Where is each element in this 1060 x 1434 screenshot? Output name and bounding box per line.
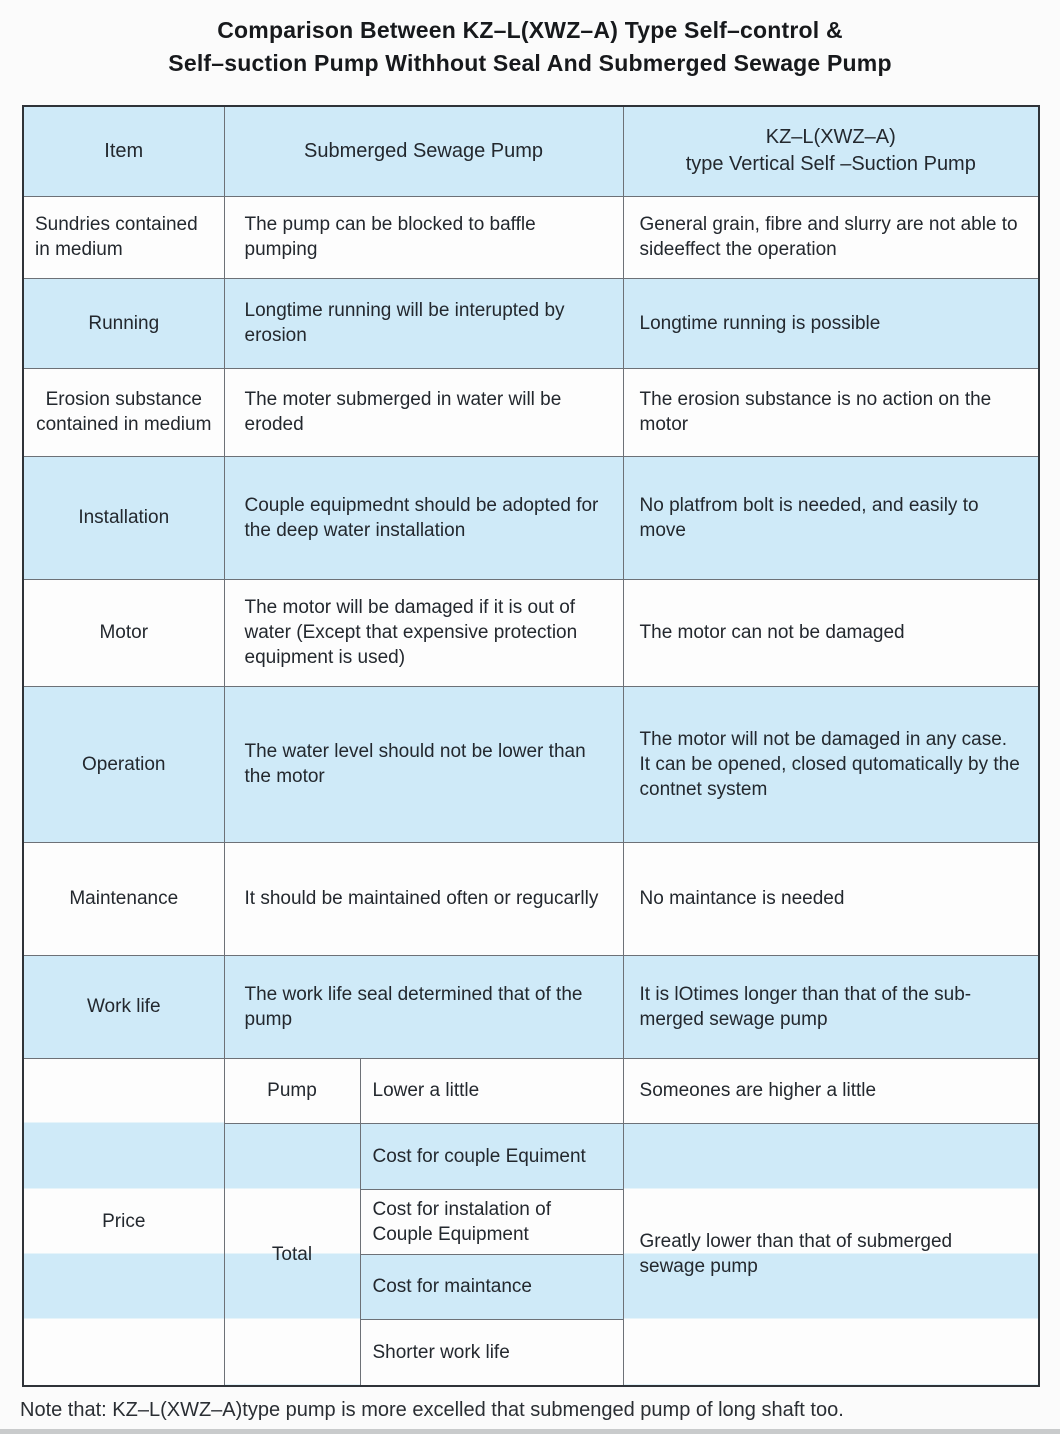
row-worklife-kz-cell: It is lOtimes longer than that of the sub-merged sewage pump <box>623 955 1039 1058</box>
row-running <box>23 278 1039 368</box>
price-shorter-worklife-cell: Shorter work life <box>360 1319 623 1386</box>
row-erosion-kz-cell: The erosion substance is no action on the motor <box>623 368 1039 456</box>
row-sundries-submerged-cell: The pump can be blocked to baffle pumping <box>224 196 623 278</box>
row-price-pump <box>23 1058 1039 1123</box>
row-erosion <box>23 368 1039 456</box>
price-cost-maintance-cell: Cost for maintance <box>360 1254 623 1319</box>
row-installation-submerged-cell: Couple equipmednt should be adopted for the deep water installation <box>224 456 623 579</box>
row-motor-kz-cell: The motor can not be damaged <box>623 579 1039 686</box>
table-header-row <box>23 106 1039 196</box>
price-cost-installation-cell: Cost for instalation of Couple Equipment <box>360 1189 623 1254</box>
row-sundries-item-cell: Sundries contained in medium <box>23 196 224 278</box>
row-motor-item-cell: Motor <box>23 579 224 686</box>
price-pump-kz-cell: Someones are higher a little <box>623 1058 1039 1123</box>
footnote: Note that: KZ–L(XWZ–A)type pump is more excelled that submenged pump of long shaft too. <box>20 1399 844 1421</box>
row-sundries-kz-cell: General grain, fibre and slurry are not able to sideeffect the operation <box>623 196 1039 278</box>
row-motor-submerged-cell: The motor will be damaged if it is out of water (Except that expensive protection equipment is used) <box>224 579 623 686</box>
row-operation-item-cell: Operation <box>23 686 224 842</box>
row-operation <box>23 686 1039 842</box>
row-maintenance <box>23 842 1039 955</box>
row-maintenance-item-cell: Maintenance <box>23 842 224 955</box>
row-worklife <box>23 955 1039 1058</box>
price-total-kz-cell: Greatly lower than that of submerged sewage pump <box>623 1123 1039 1386</box>
bottom-divider <box>0 1429 1060 1434</box>
row-erosion-submerged-cell: The moter submerged in water will be eroded <box>224 368 623 456</box>
header-kz-line1: KZ–L(XWZ–A) <box>765 126 896 149</box>
price-item-cell: Price <box>23 1058 224 1386</box>
header-submerged-cell: Submerged Sewage Pump <box>224 106 623 196</box>
row-operation-kz-cell: The motor will not be damaged in any case. It can be opened, closed qutomatically by the contnet system <box>623 686 1039 842</box>
row-motor <box>23 579 1039 686</box>
page-title-line2: Self–suction Pump Withhout Seal And Submerged Sewage Pump <box>168 50 892 76</box>
price-pump-label-cell: Pump <box>224 1058 360 1123</box>
page-title <box>0 0 1060 80</box>
row-maintenance-submerged-cell: It should be maintained often or regucarlly <box>224 842 623 955</box>
row-installation <box>23 456 1039 579</box>
row-erosion-item-cell: Erosion substance contained in medium <box>23 368 224 456</box>
row-installation-item-cell: Installation <box>23 456 224 579</box>
header-item-cell: Item <box>23 106 224 196</box>
row-maintenance-kz-cell: No maintance is needed <box>623 842 1039 955</box>
price-total-label-cell: Total <box>224 1123 360 1386</box>
price-pump-submerged-cell: Lower a little <box>360 1058 623 1123</box>
row-running-submerged-cell: Longtime running will be interupted by erosion <box>224 278 623 368</box>
row-running-kz-cell: Longtime running is possible <box>623 278 1039 368</box>
header-kz-cell <box>623 106 1039 196</box>
row-worklife-item-cell: Work life <box>23 955 224 1058</box>
page-title-line1: Comparison Between KZ–L(XWZ–A) Type Self–control & <box>217 17 843 43</box>
row-installation-kz-cell: No platfrom bolt is needed, and easily to move <box>623 456 1039 579</box>
header-kz-line2: type Vertical Self –Suction Pump <box>685 153 976 176</box>
row-operation-submerged-cell: The water level should not be lower than the motor <box>224 686 623 842</box>
price-cost-couple-cell: Cost for couple Equiment <box>360 1123 623 1189</box>
row-sundries <box>23 196 1039 278</box>
row-running-item-cell: Running <box>23 278 224 368</box>
comparison-table <box>22 105 1040 1387</box>
row-worklife-submerged-cell: The work life seal determined that of the pump <box>224 955 623 1058</box>
